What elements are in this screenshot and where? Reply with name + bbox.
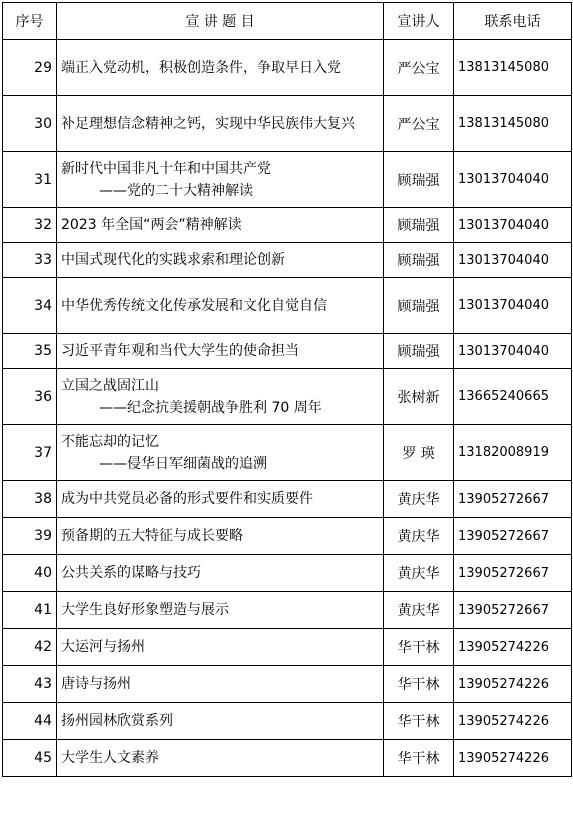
row-no: 33: [3, 243, 57, 278]
row-phone: 13013704040: [454, 152, 572, 208]
title-text: 扬州园林欣赏系列: [61, 713, 173, 729]
row-no: 38: [3, 481, 57, 518]
row-speaker: 顾瑞强: [384, 152, 454, 208]
title-text: 大运河与扬州: [61, 639, 145, 655]
table-row: [3, 555, 572, 592]
row-no: 32: [3, 208, 57, 243]
row-no: 40: [3, 555, 57, 592]
row-speaker: 严公宝: [384, 40, 454, 96]
header-phone: 联系电话: [454, 3, 572, 40]
row-phone: 13905274226: [454, 629, 572, 666]
table-row: [3, 629, 572, 666]
table-row: [3, 740, 572, 777]
row-speaker: 黄庆华: [384, 481, 454, 518]
row-speaker: 严公宝: [384, 96, 454, 152]
row-phone: 13905272667: [454, 518, 572, 555]
row-title: [57, 740, 384, 777]
row-speaker: 顾瑞强: [384, 243, 454, 278]
title-text: 公共关系的谋略与技巧: [61, 565, 201, 581]
row-speaker: 张树新: [384, 369, 454, 425]
title-subtitle: ——侵华日军细菌战的追溯: [99, 455, 267, 472]
row-speaker: 黄庆华: [384, 555, 454, 592]
title-text: 大学生人文素养: [61, 750, 159, 766]
table-row: [3, 425, 572, 481]
row-no: 31: [3, 152, 57, 208]
title-text: 立国之战固江山: [61, 377, 159, 394]
title-subtitle: ——党的二十大精神解读: [99, 182, 253, 199]
row-no: 44: [3, 703, 57, 740]
row-speaker: 华干林: [384, 666, 454, 703]
row-phone: 13013704040: [454, 278, 572, 334]
row-no: 42: [3, 629, 57, 666]
row-phone: 13813145080: [454, 96, 572, 152]
row-title: [57, 208, 384, 243]
row-no: 35: [3, 334, 57, 369]
row-title: [57, 278, 384, 334]
title-text: 2023 年全国“两会”精神解读: [61, 217, 242, 233]
row-no: 36: [3, 369, 57, 425]
table-row: [3, 703, 572, 740]
table-row: [3, 152, 572, 208]
row-no: 39: [3, 518, 57, 555]
row-phone: 13905274226: [454, 740, 572, 777]
row-phone: 13905274226: [454, 703, 572, 740]
row-speaker: 罗 瑛: [384, 425, 454, 481]
row-title: [57, 425, 384, 481]
row-speaker: 华干林: [384, 703, 454, 740]
title-subtitle: ——纪念抗美援朝战争胜利 70 周年: [99, 399, 322, 416]
header-row: [3, 3, 572, 40]
row-phone: 13665240665: [454, 369, 572, 425]
title-text: 预备期的五大特征与成长要略: [61, 528, 243, 544]
row-title: [57, 152, 384, 208]
table-row: [3, 481, 572, 518]
title-text: 大学生良好形象塑造与展示: [61, 602, 229, 618]
row-no: 45: [3, 740, 57, 777]
row-title: [57, 629, 384, 666]
title-text: 不能忘却的记忆: [61, 433, 159, 450]
row-no: 30: [3, 96, 57, 152]
title-text: 中华优秀传统文化传承发展和文化自觉自信: [61, 297, 327, 314]
title-text: 中国式现代化的实践求索和理论创新: [61, 252, 285, 268]
row-title: [57, 334, 384, 369]
row-title: [57, 96, 384, 152]
table-row: [3, 40, 572, 96]
row-no: 43: [3, 666, 57, 703]
table-row: [3, 369, 572, 425]
table-row: [3, 666, 572, 703]
table-row: [3, 278, 572, 334]
row-phone: 13013704040: [454, 334, 572, 369]
table-row: [3, 334, 572, 369]
row-title: [57, 555, 384, 592]
row-title: [57, 666, 384, 703]
row-no: 29: [3, 40, 57, 96]
row-speaker: 华干林: [384, 740, 454, 777]
row-phone: 13813145080: [454, 40, 572, 96]
table-row: [3, 96, 572, 152]
row-title: [57, 481, 384, 518]
row-phone: 13905274226: [454, 666, 572, 703]
lecture-table: [2, 2, 572, 777]
title-text: 新时代中国非凡十年和中国共产党: [61, 160, 271, 177]
header-speaker: 宣讲人: [384, 3, 454, 40]
row-title: [57, 40, 384, 96]
table-row: [3, 208, 572, 243]
table-row: [3, 592, 572, 629]
row-speaker: 黄庆华: [384, 518, 454, 555]
row-speaker: 顾瑞强: [384, 278, 454, 334]
row-phone: 13013704040: [454, 243, 572, 278]
table-row: [3, 243, 572, 278]
row-title: [57, 592, 384, 629]
row-no: 37: [3, 425, 57, 481]
row-title: [57, 369, 384, 425]
header-title: 宣 讲 题 目: [57, 3, 384, 40]
row-phone: 13905272667: [454, 592, 572, 629]
header-no: 序号: [3, 3, 57, 40]
row-phone: 13182008919: [454, 425, 572, 481]
title-text: 端正入党动机，积极创造条件，争取早日入党: [61, 59, 341, 76]
row-no: 34: [3, 278, 57, 334]
row-no: 41: [3, 592, 57, 629]
row-speaker: 顾瑞强: [384, 208, 454, 243]
row-title: [57, 243, 384, 278]
title-text: 习近平青年观和当代大学生的使命担当: [61, 343, 299, 359]
row-title: [57, 703, 384, 740]
row-speaker: 华干林: [384, 629, 454, 666]
table-row: [3, 518, 572, 555]
row-speaker: 黄庆华: [384, 592, 454, 629]
title-text: 成为中共党员必备的形式要件和实质要件: [61, 491, 313, 507]
row-phone: 13905272667: [454, 555, 572, 592]
title-text: 补足理想信念精神之钙，实现中华民族伟大复兴: [61, 115, 355, 132]
row-phone: 13013704040: [454, 208, 572, 243]
row-phone: 13905272667: [454, 481, 572, 518]
row-speaker: 顾瑞强: [384, 334, 454, 369]
row-title: [57, 518, 384, 555]
title-text: 唐诗与扬州: [61, 676, 131, 692]
